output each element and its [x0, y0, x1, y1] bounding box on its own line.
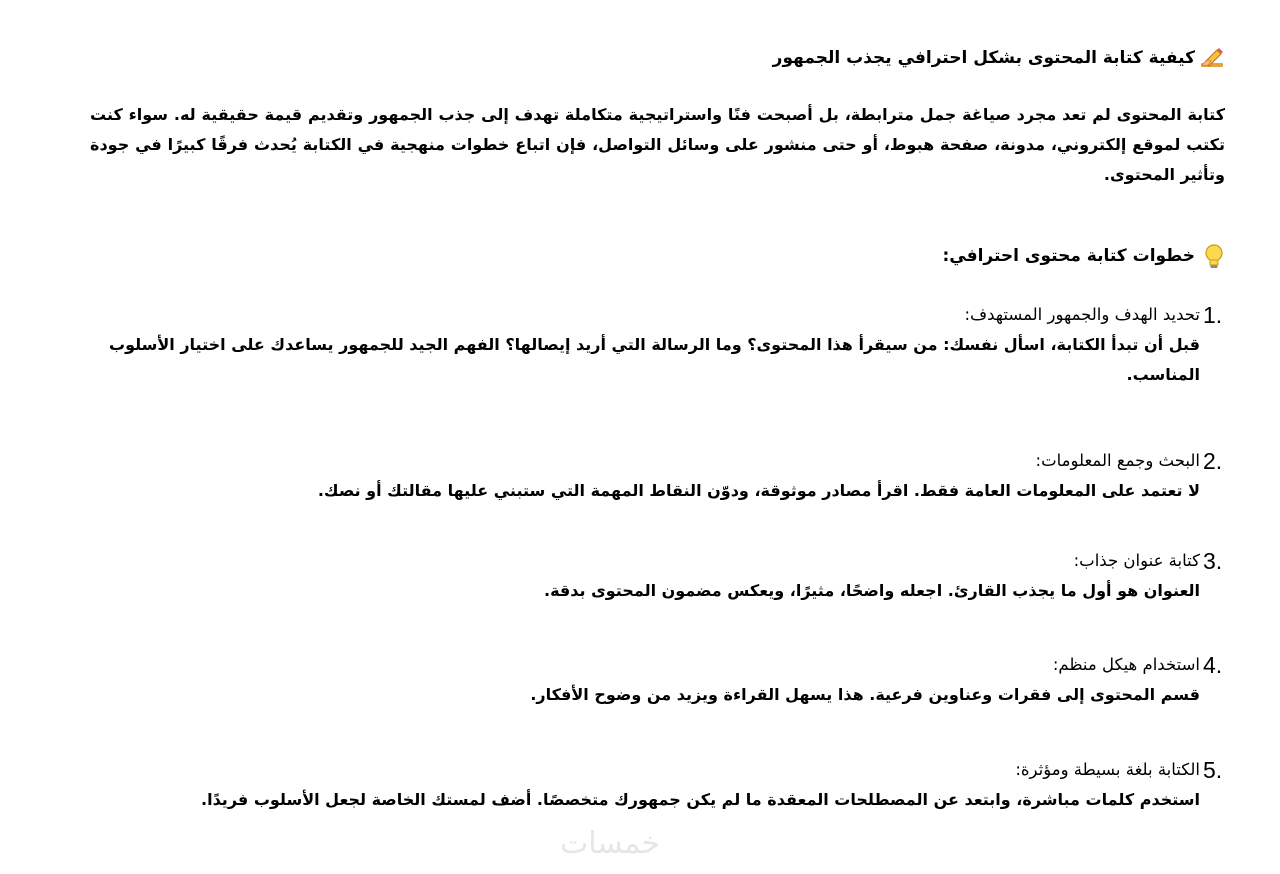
step-title: كتابة عنوان جذاب:	[1073, 551, 1200, 570]
step-title: تحديد الهدف والجمهور المستهدف:	[964, 305, 1200, 324]
light-bulb-icon	[1199, 244, 1225, 268]
list-number: 3.	[1203, 548, 1223, 574]
steps-heading-text: خطوات كتابة محتوى احترافي:	[942, 246, 1195, 266]
step-description: قبل أن تبدأ الكتابة، اسأل نفسك: من سيقرأ هذا المحتوى؟ وما الرسالة التي أريد إيصالها؟ الفهم الجيد للجمهور يساعدك على اختيار الأسلوب المناسب.	[108, 335, 1200, 384]
list-item	[105, 755, 1223, 815]
document-title	[105, 46, 1225, 70]
step-title: الكتابة بلغة بسيطة ومؤثرة:	[1015, 760, 1200, 779]
writing-hand-icon	[1199, 46, 1225, 70]
step-description: العنوان هو أول ما يجذب القارئ. اجعله واضحًا، مثيرًا، ويعكس مضمون المحتوى بدقة.	[544, 581, 1200, 600]
list-number: 4.	[1203, 652, 1223, 678]
steps-heading	[105, 244, 1225, 268]
list-item	[140, 446, 1223, 506]
list-number: 2.	[1203, 448, 1223, 474]
watermark: خمسات	[560, 826, 661, 861]
step-title: استخدام هيكل منظم:	[1052, 655, 1200, 674]
step-description: استخدم كلمات مباشرة، وابتعد عن المصطلحات المعقدة ما لم يكن جمهورك متخصصًا. أضف لمستك الخاصة لجعل الأسلوب فريدًا.	[201, 790, 1200, 809]
list-item	[105, 650, 1223, 710]
step-title: البحث وجمع المعلومات:	[1035, 451, 1200, 470]
intro-paragraph: كتابة المحتوى لم تعد مجرد صياغة جمل مترابطة، بل أصبحت فنًا واستراتيجية متكاملة تهدف إلى جذب الجمهور وتقديم قيمة حقيقية له. سواء كنت تكتب لموقع إلكتروني، مدونة، صفحة هبوط، أو حتى منشور على وسائل التواصل، فإن اتباع خطوات منهجية في الكتابة يُحدث فرقًا كبيرًا في جودة وتأثير المحتوى.	[90, 105, 1225, 184]
document-title-text: كيفية كتابة المحتوى بشكل احترافي يجذب الجمهور	[772, 48, 1195, 68]
list-number: 1.	[1203, 302, 1223, 328]
step-description: قسم المحتوى إلى فقرات وعناوين فرعية. هذا يسهل القراءة ويزيد من وضوح الأفكار.	[530, 685, 1200, 704]
list-item	[105, 300, 1223, 390]
step-description: لا تعتمد على المعلومات العامة فقط. اقرأ مصادر موثوقة، ودوّن النقاط المهمة التي ستبني عليها مقالتك أو نصك.	[317, 481, 1200, 500]
list-number: 5.	[1203, 757, 1223, 783]
list-item	[105, 546, 1223, 606]
